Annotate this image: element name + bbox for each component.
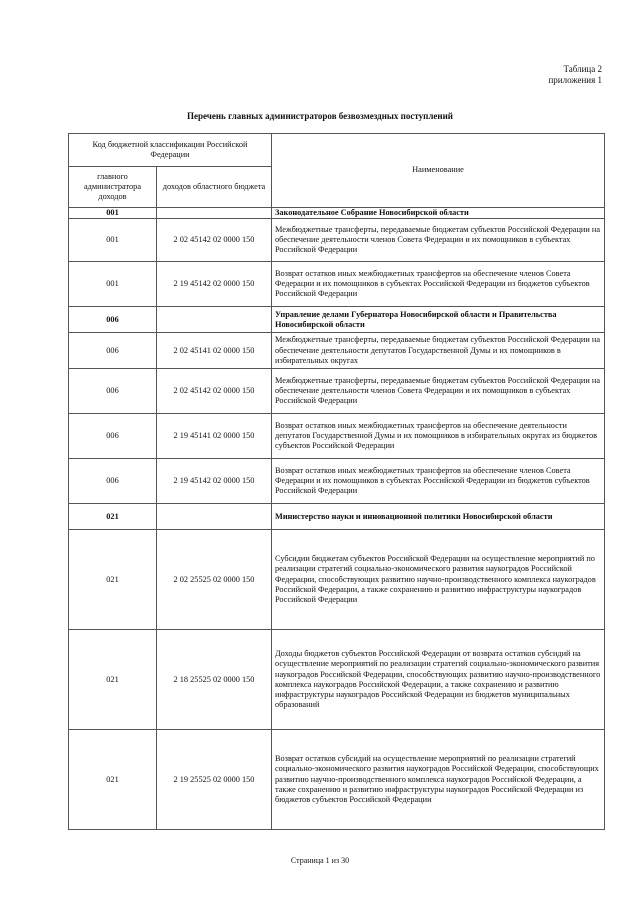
income-code-column-header: доходов областного бюджета	[157, 167, 272, 208]
page-title: Перечень главных администраторов безвозмездных поступлений	[187, 111, 453, 121]
table-row	[69, 730, 605, 830]
name-cell: Возврат остатков иных межбюджетных трансфертов на обеспечение деятельности депутатов Государственной Думы и их помощников в избирательных округах из бюджетов субъектов Российской Федерации	[272, 414, 605, 459]
table-row	[69, 459, 605, 504]
admin-code-cell: 021	[69, 530, 157, 630]
name-cell: Возврат остатков субсидий на осуществление мероприятий по реализации стратегий социально-экономического развития наукоградов Российской Федерации, способствующих развитию научно-производственного комплекса наукоградов Российской Федерации, а также сохранению и развитию инфраструктуры наукоградов Российской Федерации из бюджетов субъектов Российской Федерации	[272, 730, 605, 830]
table-row	[69, 414, 605, 459]
admin-code-cell: 001	[69, 219, 157, 262]
admin-code-cell: 006	[69, 414, 157, 459]
admin-code-cell: 021	[69, 504, 157, 530]
income-code-cell: 2 19 25525 02 0000 150	[157, 730, 272, 830]
table-caption	[548, 64, 602, 86]
table-row	[69, 262, 605, 307]
income-code-cell: 2 02 45142 02 0000 150	[157, 369, 272, 414]
income-code-cell: 2 19 45142 02 0000 150	[157, 262, 272, 307]
income-code-cell: 2 18 25525 02 0000 150	[157, 630, 272, 730]
admin-code-cell: 001	[69, 208, 157, 219]
name-cell: Межбюджетные трансферты, передаваемые бюджетам субъектов Российской Федерации на обеспечение деятельности членов Совета Федерации и их помощников в субъектах Российской Федерации	[272, 369, 605, 414]
income-code-cell	[157, 307, 272, 333]
name-cell: Межбюджетные трансферты, передаваемые бюджетам субъектов Российской Федерации на обеспечение деятельности депутатов Государственной Думы и их помощников в избирательных округах	[272, 333, 605, 369]
income-code-cell: 2 02 45141 02 0000 150	[157, 333, 272, 369]
income-code-cell: 2 19 45142 02 0000 150	[157, 459, 272, 504]
admin-code-cell: 021	[69, 730, 157, 830]
income-code-cell	[157, 504, 272, 530]
name-cell: Субсидии бюджетам субъектов Российской Федерации на осуществление мероприятий по реализации стратегий социально-экономического развития наукоградов Российской Федерации, способствующих развитию научно-производственного комплекса наукоградов Российской Федерации, а также сохранению и развитию инфраструктуры наукоградов Российской Федерации	[272, 530, 605, 630]
name-cell: Возврат остатков иных межбюджетных трансфертов на обеспечение членов Совета Федерации и их помощников в субъектах Российской Федерации из бюджетов субъектов Российской Федерации	[272, 459, 605, 504]
admin-code-cell: 006	[69, 459, 157, 504]
name-cell: Возврат остатков иных межбюджетных трансфертов на обеспечение членов Совета Федерации и их помощников в субъектах Российской Федерации из бюджетов субъектов Российской Федерации	[272, 262, 605, 307]
admin-code-column-header: главного администратора доходов	[69, 167, 157, 208]
name-cell: Министерство науки и инновационной политики Новосибирской области	[272, 504, 605, 530]
table-row	[69, 219, 605, 262]
page-number: Страница 1 из 30	[290, 856, 350, 865]
table-row	[69, 369, 605, 414]
admin-code-cell: 001	[69, 262, 157, 307]
section-row	[69, 504, 605, 530]
administrators-table	[68, 133, 605, 830]
table-row	[69, 530, 605, 630]
admin-code-cell: 021	[69, 630, 157, 730]
name-cell: Управление делами Губернатора Новосибирской области и Правительства Новосибирской области	[272, 307, 605, 333]
admin-code-cell: 006	[69, 369, 157, 414]
name-cell: Доходы бюджетов субъектов Российской Федерации от возврата остатков субсидий на осуществление мероприятий по реализации стратегий социально-экономического развития наукоградов Российской Федерации, способствующих развитию научно-производственного комплекса наукоградов Российской Федерации, а также сохранению и развитию инфраструктуры наукоградов Российской Федерации из бюджетов муниципальных образований	[272, 630, 605, 730]
income-code-cell: 2 02 25525 02 0000 150	[157, 530, 272, 630]
table-number-label: Таблица 2	[563, 64, 602, 74]
name-cell: Законодательное Собрание Новосибирской области	[272, 208, 605, 219]
name-cell: Межбюджетные трансферты, передаваемые бюджетам субъектов Российской Федерации на обеспечение деятельности членов Совета Федерации и их помощников в субъектах Российской Федерации	[272, 219, 605, 262]
section-row	[69, 307, 605, 333]
appendix-label: приложения 1	[548, 75, 602, 85]
section-row	[69, 208, 605, 219]
admin-code-cell: 006	[69, 333, 157, 369]
budget-code-group-header: Код бюджетной классификации Российской Федерации	[69, 134, 272, 167]
name-column-header: Наименование	[272, 134, 605, 208]
income-code-cell: 2 02 45142 02 0000 150	[157, 219, 272, 262]
admin-code-cell: 006	[69, 307, 157, 333]
income-code-cell: 2 19 45141 02 0000 150	[157, 414, 272, 459]
table-row	[69, 630, 605, 730]
income-code-cell	[157, 208, 272, 219]
table-row	[69, 333, 605, 369]
